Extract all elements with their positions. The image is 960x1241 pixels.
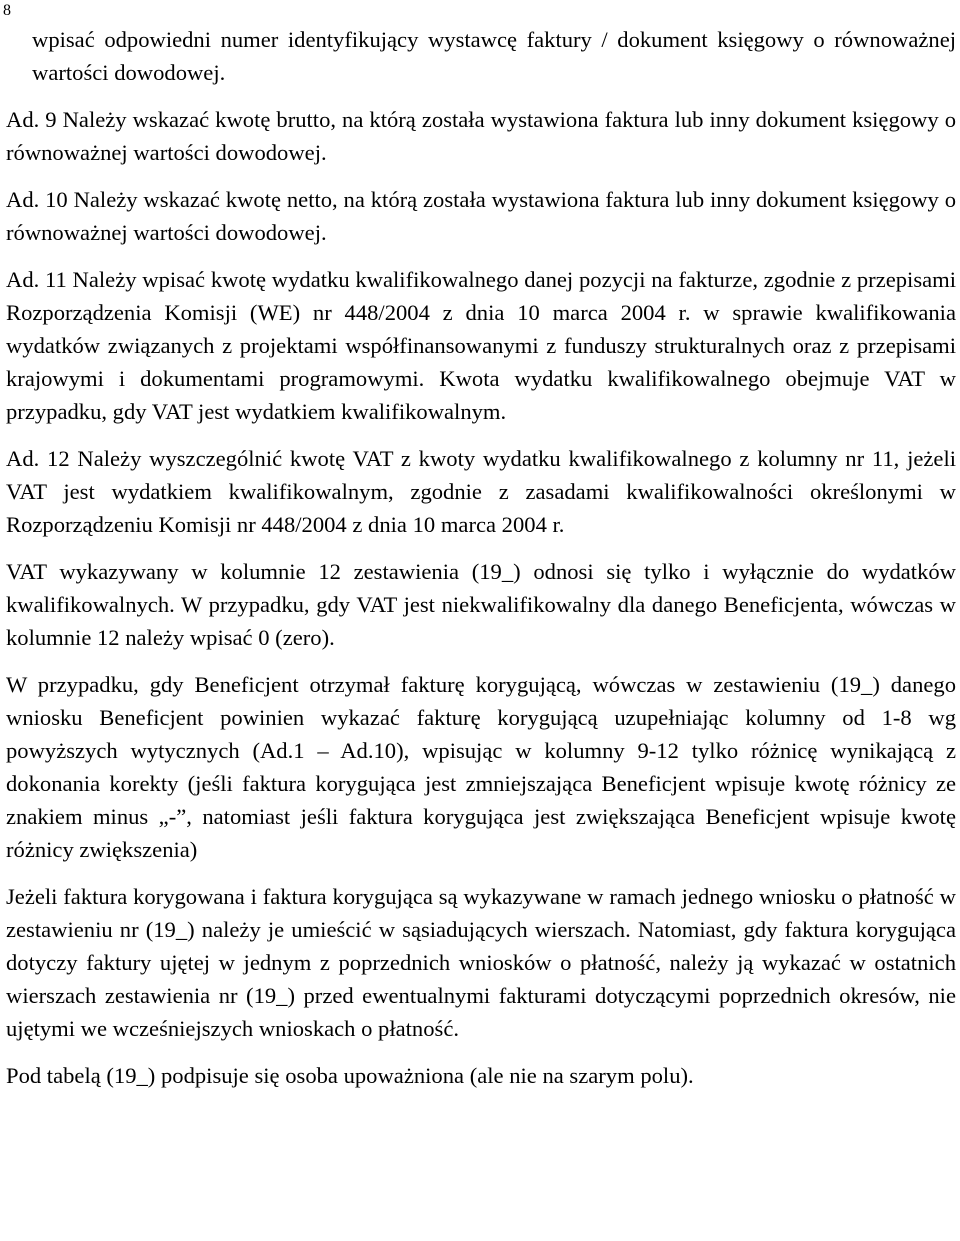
paragraph-signature-note: Pod tabelą (19_) podpisuje się osoba upoważniona (ale nie na szarym polu).: [6, 1063, 694, 1088]
page-number: 8: [3, 2, 11, 19]
paragraph-ad-10: Ad. 10 Należy wskazać kwotę netto, na którą została wystawiona faktura lub inny dokument księgowy o równoważnej wartości dowodowej.: [6, 187, 956, 245]
paragraph-ad-9: Ad. 9 Należy wskazać kwotę brutto, na którą została wystawiona faktura lub inny dokument księgowy o równoważnej wartości dowodowej.: [6, 107, 956, 165]
document-body: [6, 23, 956, 1092]
paragraph-continuation: wpisać odpowiedni numer identyfikujący wystawcę faktury / dokument księgowy o równoważnej wartości dowodowej.: [32, 27, 956, 85]
paragraph-ad-12: Ad. 12 Należy wyszczególnić kwotę VAT z kwoty wydatku kwalifikowalnego z kolumny nr 11, jeżeli VAT jest wydatkiem kwalifikowalnym, zgodnie z zasadami kwalifikowalności określonymi w Rozporządzeniu Komisji nr 448/2004 z dnia 10 marca 2004 r.: [6, 446, 956, 537]
paragraph-corrective-invoice: W przypadku, gdy Beneficjent otrzymał fakturę korygującą, wówczas w zestawieniu (19_) danego wniosku Beneficjent powinien wykazać fakturę korygującą uzupełniając kolumny od 1-8 wg powyższych wytycznych (Ad.1 – Ad.10), wpisując w kolumny 9-12 tylko różnicę wynikającą z dokonania korekty (jeśli faktura korygująca jest zmniejszająca Beneficjent wpisuje kwotę różnicy ze znakiem minus „-”, natomiast jeśli faktura korygująca jest zwiększająca Beneficjent wpisuje kwotę różnicy zwiększenia): [6, 672, 956, 862]
paragraph-ad-11: Ad. 11 Należy wpisać kwotę wydatku kwalifikowalnego danej pozycji na fakturze, zgodnie z przepisami Rozporządzenia Komisji (WE) nr 448/2004 z dnia 10 marca 2004 r. w sprawie kwalifikowania wydatków związanych z projektami współfinansowanymi z funduszy strukturalnych oraz z przepisami krajowymi i dokumentami programowymi. Kwota wydatku kwalifikowalnego obejmuje VAT w przypadku, gdy VAT jest wydatkiem kwalifikowalnym.: [6, 267, 956, 424]
paragraph-vat-note: VAT wykazywany w kolumnie 12 zestawienia (19_) odnosi się tylko i wyłącznie do wydatków kwalifikowalnych. W przypadku, gdy VAT jest niekwalifikowalny dla danego Beneficjenta, wówczas w kolumnie 12 należy wpisać 0 (zero).: [6, 559, 956, 650]
paragraph-adjacent-rows: Jeżeli faktura korygowana i faktura korygująca są wykazywane w ramach jednego wniosku o płatność w zestawieniu nr (19_) należy je umieścić w sąsiadujących wierszach. Natomiast, gdy faktura korygująca dotyczy faktury ujętej w jednym z poprzednich wniosków o płatność, należy ją wykazać w ostatnich wierszach zestawienia nr (19_) przed ewentualnymi fakturami dotyczącymi poprzednich okresów, nie ujętymi we wcześniejszych wnioskach o płatność.: [6, 884, 956, 1041]
